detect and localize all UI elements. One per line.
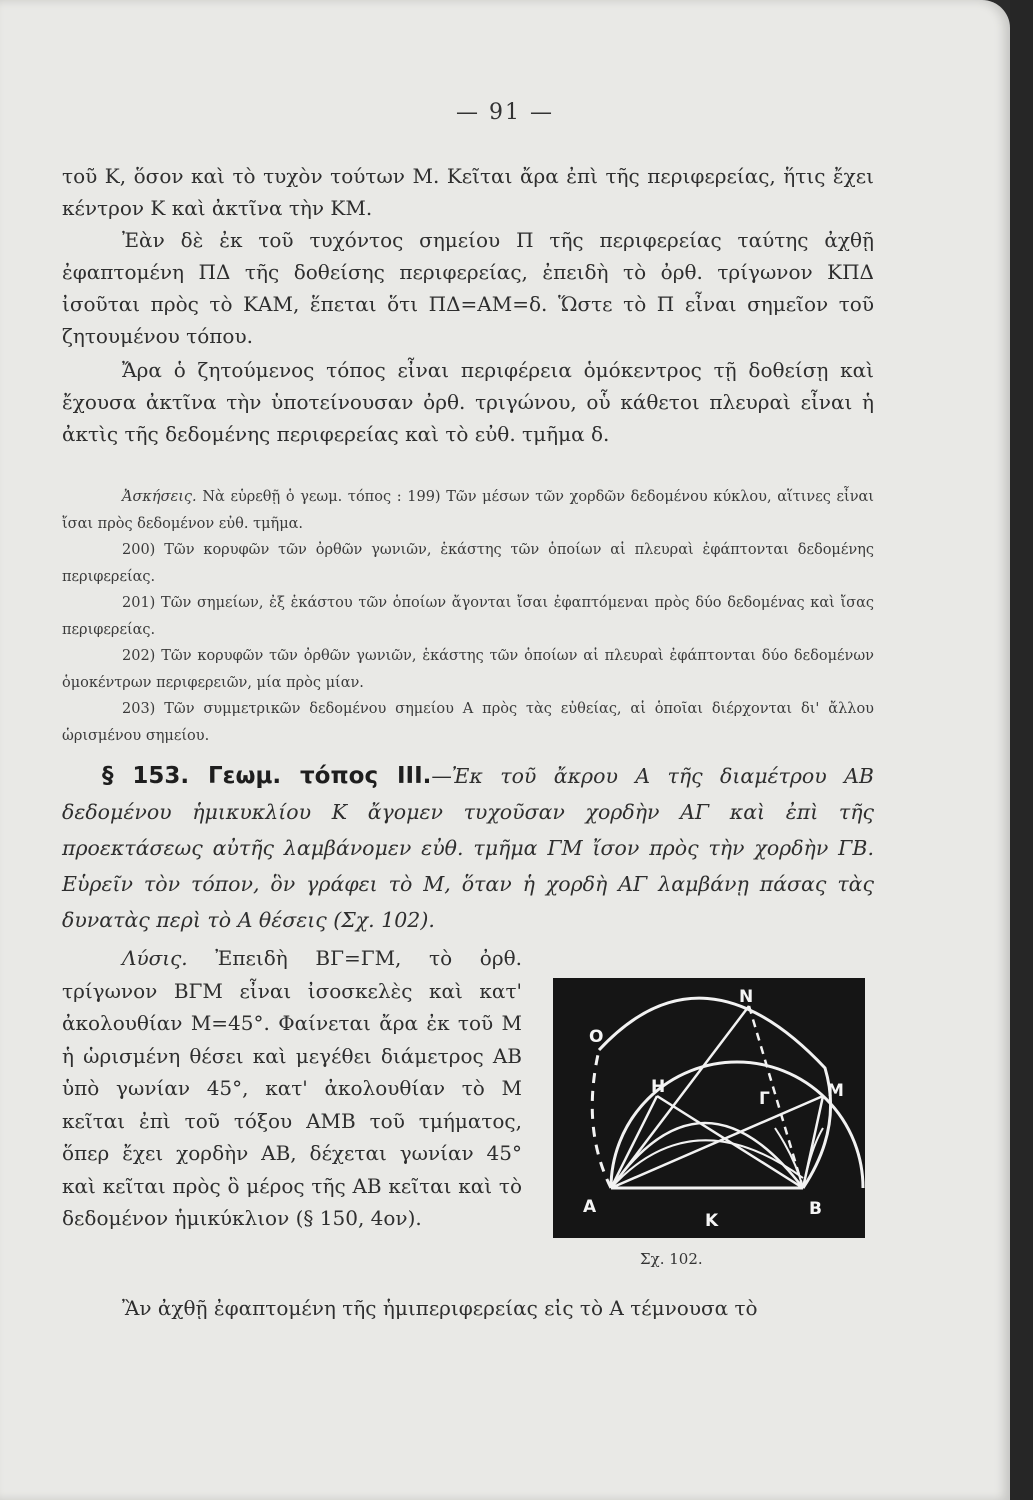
- exercise-item: Ἀσκήσεις. Νὰ εὑρεθῇ ὁ γεωμ. τόπος : 199) Τῶν μέσων τῶν χορδῶν δεδομένου κύκλου, αἵτινες εἶναι ἴσαι πρὸς δεδομένον εὐθ. τμῆμα.: [62, 489, 874, 532]
- label-h: H: [651, 1077, 666, 1097]
- solution-text: Ἐπειδὴ ΒΓ=ΓΜ, τὸ ὀρθ. τρίγωνον ΒΓΜ εἶναι ἰσοσκελὲς καὶ κατ' ἀκολουθίαν Μ=45°. Φαίνεται ἄρα ἐκ τοῦ Μ ἡ ὡρισμένη θέσει καὶ μεγέθει διάμετρος ΑΒ ὑπὸ γωνίαν 45°, κατ' ἀκολουθίαν τὸ Μ κεῖται ἐπὶ τοῦ τόξου ΑΜΒ τοῦ τμήματος, ὅπερ ἔχει χορδὴν ΑΒ, δέχεται γωνίαν 45° καὶ κεῖται πρὸς ὃ μέρος τῆς ΑΒ κεῖται καὶ τὸ δεδομένον ἡμικύκλιον (§ 150, 4ον).: [62, 946, 522, 1230]
- line-hb: [657, 1096, 803, 1188]
- last-line: Ἂν ἀχθῇ ἐφαπτομένη τῆς ἡμιπεριφερείας εἰς τὸ Α τέμνουσα τὸ: [122, 1296, 758, 1320]
- section-text: Ἐκ τοῦ ἄκρου Α τῆς διαμέτρου ΑΒ δεδομένου ἡμικυκλίου Κ ἄγομεν τυχοῦσαν χορδὴν ΑΓ καὶ ἐπὶ τῆς προεκτάσεως αὐτῆς λαμβάνομεν εὐθ. τμῆμα ΓΜ ἴσον πρὸς τὴν χορδὴν ΓΒ. Εὑρεῖν τὸν τόπον, ὃν γράφει τὸ Μ, ὅταν ἡ χορδὴ ΑΓ λαμβάνῃ πάσας τὰς δυνατὰς περὶ τὸ Α θέσεις (Σχ. 102).: [62, 764, 874, 932]
- label-a: A: [583, 1197, 597, 1217]
- exercise-item: 203) Τῶν συμμετρικῶν δεδομένου σημείου Α πρὸς τὰς εὐθείας, αἱ ὁποῖαι διέρχονται δι' ἄλλου ὡρισμένου σημείου.: [62, 701, 874, 744]
- exercise-item: 201) Τῶν σημείων, ἐξ ἑκάστου τῶν ὁποίων ἄγονται ἴσαι ἐφαπτόμεναι πρὸς δύο δεδομένας καὶ ἴσας περιφερείας.: [62, 595, 874, 638]
- dashed-arc: [592, 1050, 611, 1188]
- section-statement: § 153. Γεωμ. τόπος ΙΙΙ.—Ἐκ τοῦ ἄκρου Α τῆς διαμέτρου ΑΒ δεδομένου ἡμικυκλίου Κ ἄγομεν τυχοῦσαν χορδὴν ΑΓ καὶ ἐπὶ τῆς προεκτάσεως αὐτῆς λαμβάνομεν εὐθ. τμῆμα ΓΜ ἴσον πρὸς τὴν χορδὴν ΓΒ. Εὑρεῖν τὸν τόπον, ὃν γράφει τὸ Μ, ὅταν ἡ χορδὴ ΑΓ λαμβάνῃ πάσας τὰς δυνατὰς περὶ τὸ Α θέσεις (Σχ. 102).: [62, 763, 874, 932]
- exercise-item: 202) Τῶν κορυφῶν τῶν ὀρθῶν γωνιῶν, ἑκάστης τῶν ὁποίων αἱ πλευραὶ ἐφάπτονται δύο δεδομένων ὁμοκέντρων περιφερειῶν, μία πρὸς μίαν.: [62, 648, 874, 691]
- label-gamma: Γ: [759, 1089, 770, 1109]
- figure-102: [553, 978, 865, 1238]
- line-an: [611, 1006, 749, 1188]
- exercises-block: [62, 484, 874, 749]
- label-k: K: [705, 1211, 719, 1231]
- label-m: M: [827, 1081, 844, 1101]
- page-number: — 91 —: [456, 100, 554, 125]
- label-b: B: [809, 1199, 822, 1219]
- exercise-item: 200) Τῶν κορυφῶν τῶν ὀρθῶν γωνιῶν, ἑκάστης τῶν ὁποίων αἱ πλευραὶ ἐφάπτονται δεδομένης περιφερείας.: [62, 542, 874, 585]
- label-o: O: [589, 1027, 604, 1047]
- section-heading: § 153. Γεωμ. τόπος ΙΙΙ.: [102, 763, 432, 789]
- figure-caption: Σχ. 102.: [640, 1250, 703, 1268]
- line-ah: [611, 1096, 657, 1188]
- last-line-block: [62, 1292, 874, 1324]
- label-n: N: [739, 987, 754, 1007]
- paragraph-2: Ἐὰν δὲ ἐκ τοῦ τυχόντος σημείου Π τῆς περιφερείας ταύτης ἀχθῇ ἐφαπτομένη ΠΔ τῆς δοθείσης περιφερείας, ἐπειδὴ τὸ ὀρθ. τρίγωνον ΚΠΔ ἰσοῦται πρὸς τὸ ΚΑΜ, ἕπεται ὅτι ΠΔ=ΑΜ=δ. Ὥστε τὸ Π εἶναι σημεῖον τοῦ ζητουμένου τόπου.: [62, 228, 874, 348]
- solution-lead: Λύσις.: [122, 946, 188, 970]
- page-edge: [1010, 0, 1033, 1500]
- solution-block: [62, 942, 522, 1235]
- semicircle-arc: [611, 1062, 863, 1188]
- geometry-diagram: [553, 978, 865, 1238]
- paragraph-3: Ἄρα ὁ ζητούμενος τόπος εἶναι περιφέρεια ὁμόκεντρος τῇ δοθείσῃ καὶ ἔχουσα ἀκτῖνα τὴν ὑποτείνουσαν ὀρθ. τριγώνου, οὗ κάθετοι πλευραὶ εἶναι ἡ ἀκτὶς τῆς δεδομένης περιφερείας καὶ τὸ εὐθ. τμῆμα δ.: [62, 358, 874, 446]
- body-top: [62, 160, 874, 450]
- paragraph-1: τοῦ Κ, ὅσον καὶ τὸ τυχὸν τούτων Μ. Κεῖται ἄρα ἐπὶ τῆς περιφερείας, ἥτις ἔχει κέντρον Κ καὶ ἀκτῖνα τὴν ΚΜ.: [62, 164, 874, 220]
